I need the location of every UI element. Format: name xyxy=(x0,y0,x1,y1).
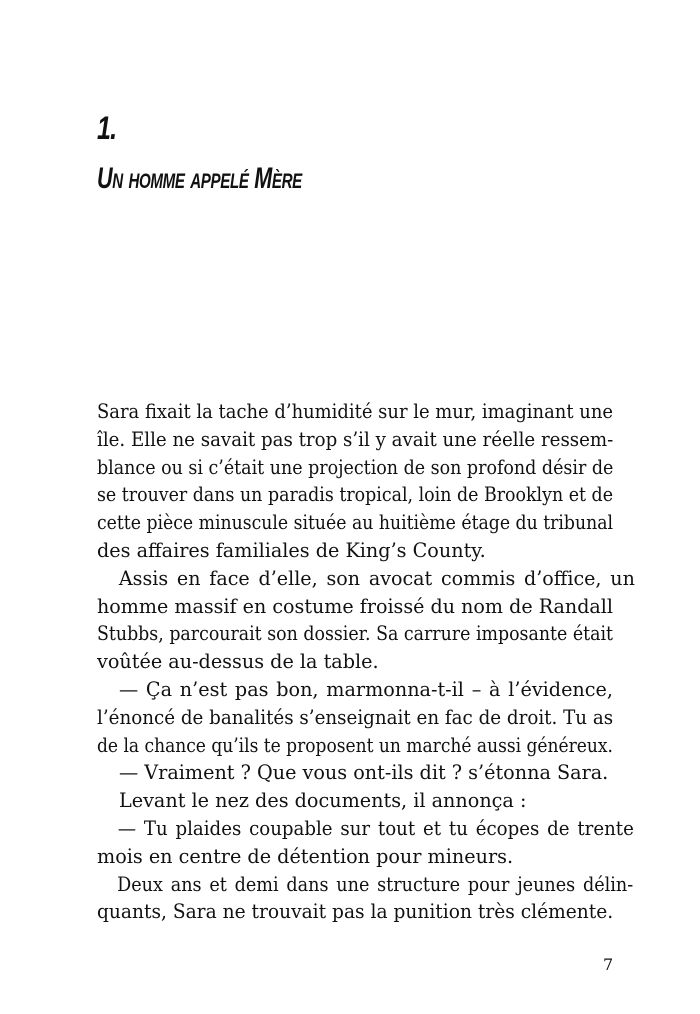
text-line: mois en centre de détention pour mineurs. xyxy=(97,844,514,868)
text-line: de la chance qu’ils te proposent un marché aussi généreux. xyxy=(97,733,613,757)
text-line: se trouver dans un paradis tropical, loin de Brooklyn et de xyxy=(97,483,613,507)
text-line: des affaires familiales de King’s County. xyxy=(97,538,486,562)
text-line: Assis en face d’elle, son avocat commis d’office, un xyxy=(118,566,635,590)
paragraph xyxy=(97,815,634,871)
text-line: — Ça n’est pas bon, marmonna-t-il – à l’évidence, xyxy=(119,677,613,701)
paragraph xyxy=(97,676,613,759)
text-line: blance ou si c’était une projection de son profond désir de xyxy=(97,455,614,479)
page-number: 7 xyxy=(603,955,614,974)
text-line: quants, Sara ne trouvait pas la punition très clémente. xyxy=(97,900,614,924)
text-line: homme massif en costume froissé du nom de Randall xyxy=(97,594,613,618)
text-line: l’énoncé de banalités s’enseignait en fac de droit. Tu as xyxy=(97,705,614,729)
chapter-number: 1. xyxy=(97,110,117,146)
text-line: Stubbs, parcourait son dossier. Sa carrure imposante était xyxy=(97,622,613,646)
paragraph xyxy=(97,871,634,927)
text-line: Sara fixait la tache d’humidité sur le mur, imaginant une xyxy=(97,400,613,423)
paragraph xyxy=(97,787,613,815)
paragraph xyxy=(97,565,635,676)
text-line: — Tu plaides coupable sur tout et tu écopes de trente xyxy=(117,816,634,840)
chapter-title: Un homme appelé Mère xyxy=(97,162,302,195)
text-line: île. Elle ne savait pas trop s’il y avait une réelle ressem- xyxy=(97,427,614,451)
text-line: cette pièce minuscule située au huitième étage du tribunal xyxy=(97,511,613,535)
body-text xyxy=(97,398,635,926)
paragraph xyxy=(97,398,613,565)
text-line: Levant le nez des documents, il annonça : xyxy=(119,789,527,813)
paragraph xyxy=(97,759,613,787)
text-line: — Vraiment ? Que vous ont-ils dit ? s’étonna Sara. xyxy=(119,761,609,785)
text-line: voûtée au-dessus de la table. xyxy=(97,650,379,674)
text-line: Deux ans et demi dans une structure pour jeunes délin- xyxy=(117,872,634,896)
